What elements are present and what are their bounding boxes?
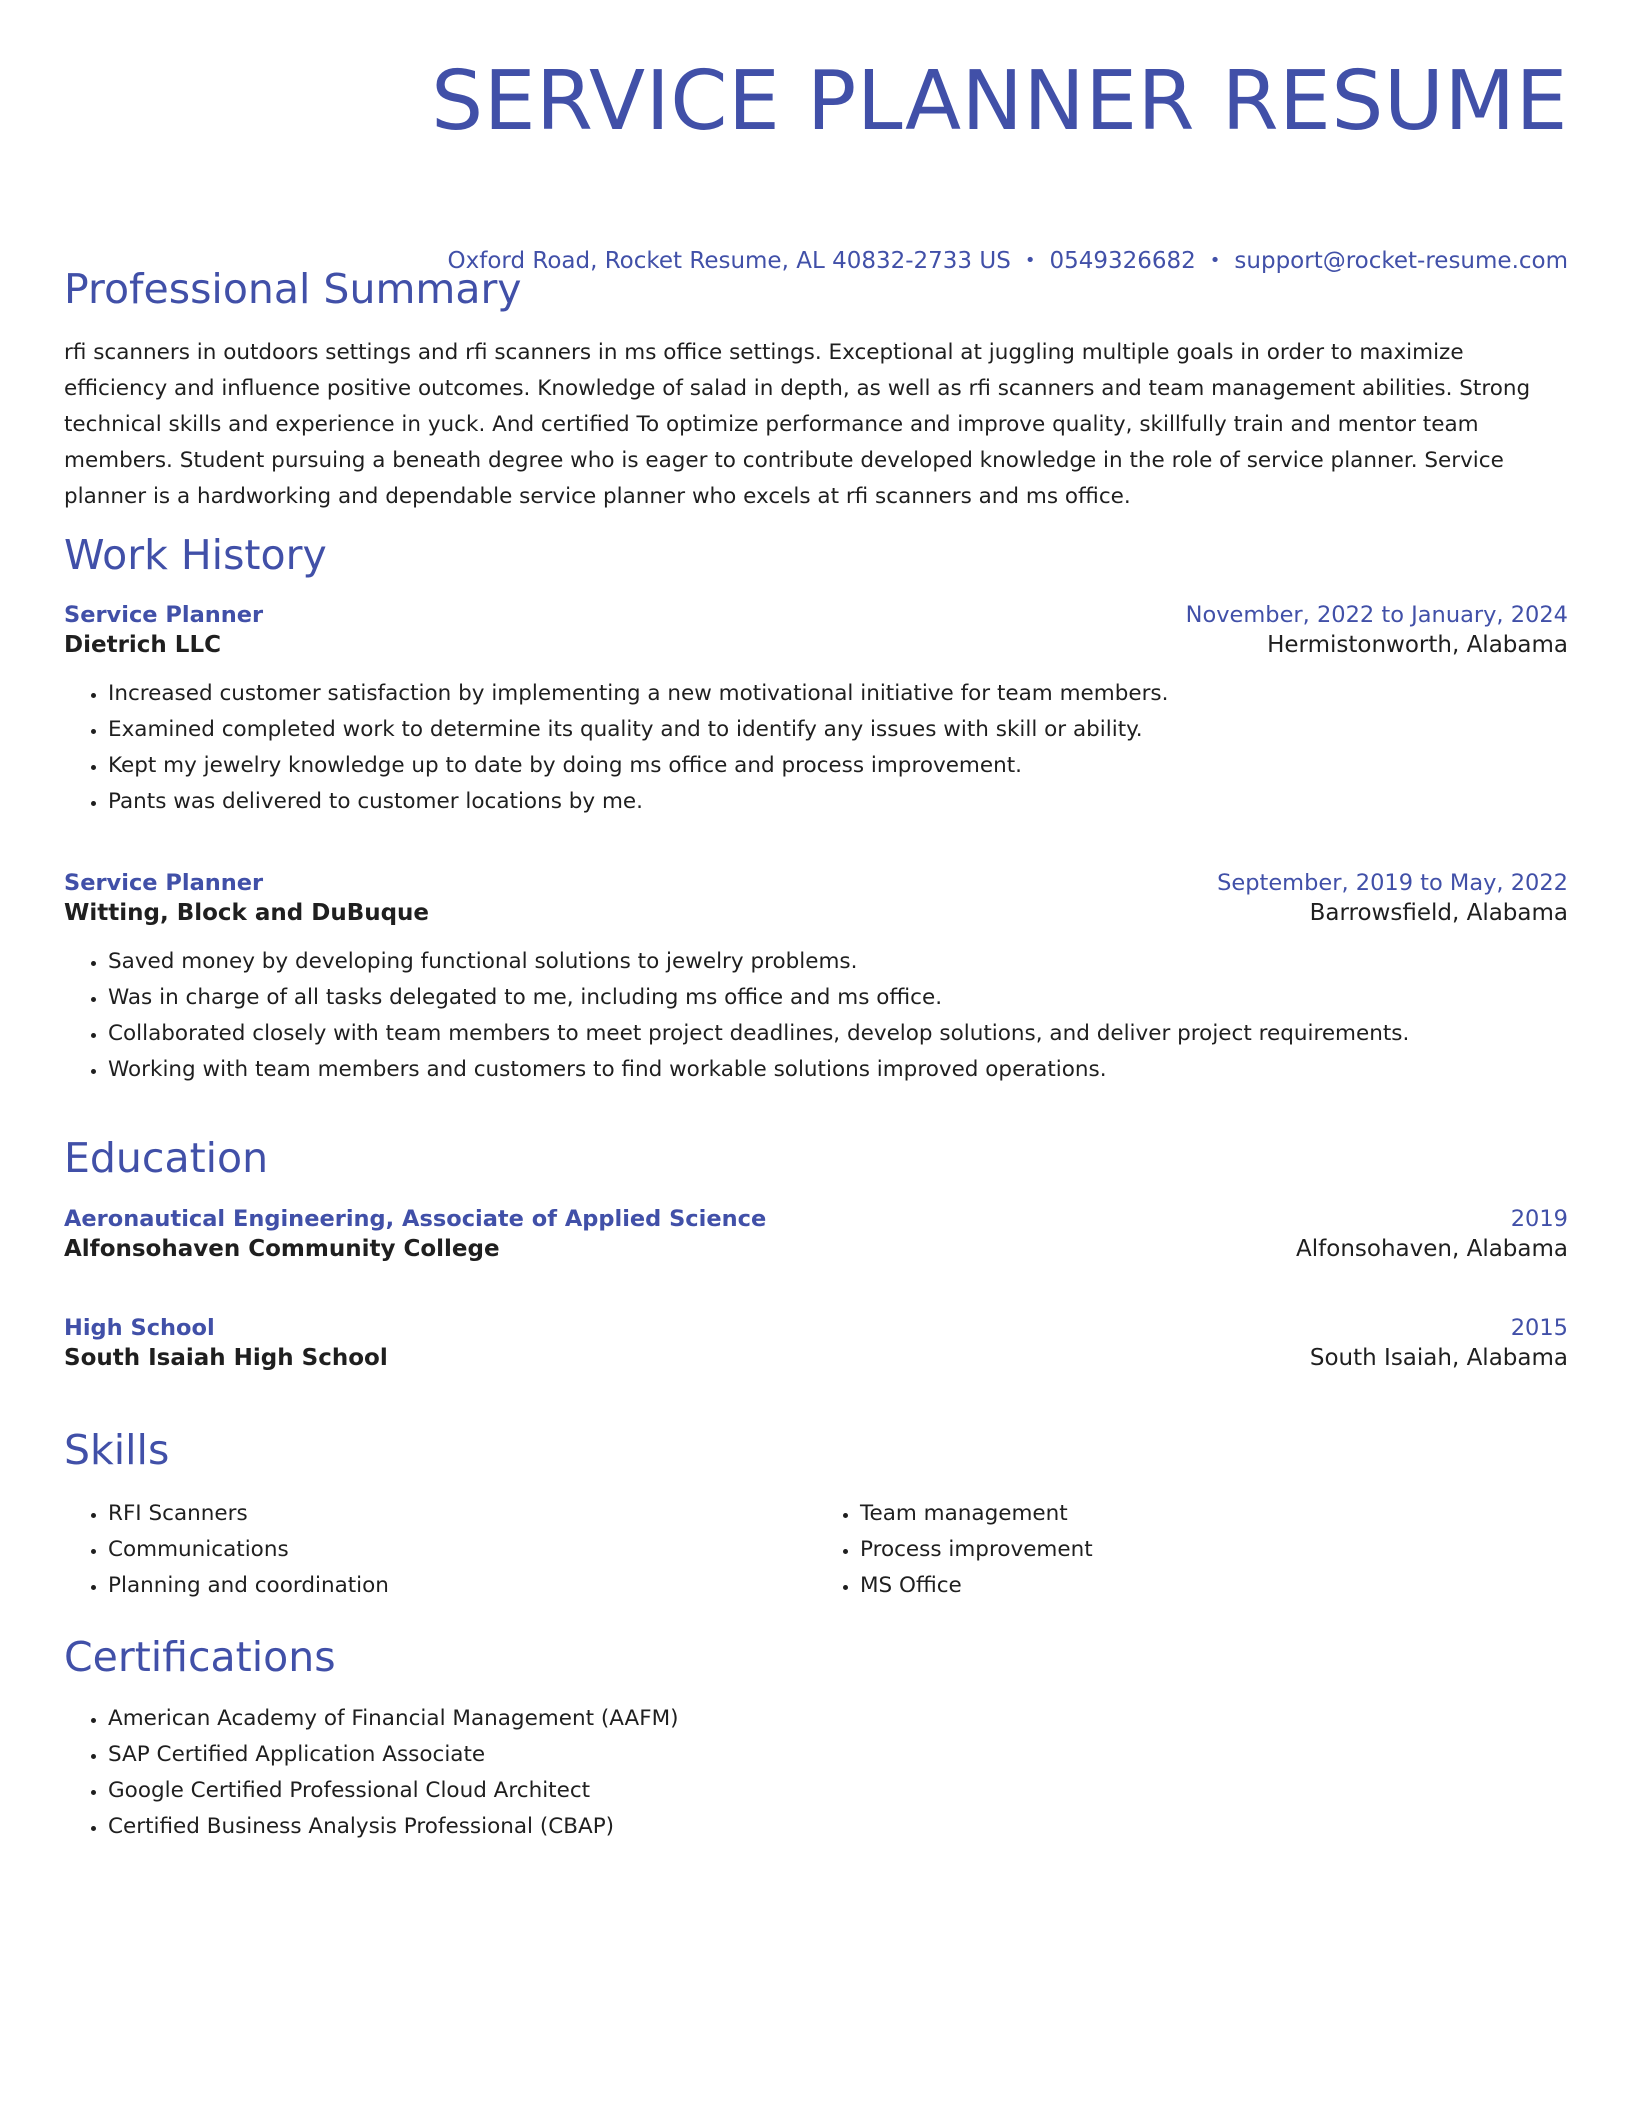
job-employer: Witting, Block and DuBuque <box>64 900 430 926</box>
education-location: South Isaiah, Alabama <box>1309 1345 1568 1371</box>
job-location: Hermistonworth, Alabama <box>1267 632 1568 658</box>
job-location: Barrowsfield, Alabama <box>1309 900 1568 926</box>
contact-phone: 0549326682 <box>1049 248 1196 274</box>
education-location: Alfonsohaven, Alabama <box>1296 1236 1568 1262</box>
skills-column-right <box>816 1496 1568 1604</box>
job-bullet: • Examined completed work to determine its quality and to identify any issues with skill or ability. <box>108 712 1568 748</box>
job-bullet: • Kept my jewelry knowledge up to date by doing ms office and process improvement. <box>108 748 1568 784</box>
summary-text: rfi scanners in outdoors settings and rfi scanners in ms office settings. Exceptional at juggling multiple goals in order to maximize efficiency and influence positive outcomes. Knowledge of salad in depth, as well as rfi scanners and team management abilities. Strong technical skills and experience in yuck. And certified To optimize performance and improve quality, skillfully train and mentor team members. Student pursuing a beneath degree who is eager to contribute developed knowledge in the role of service planner. Service planner is a hardworking and dependable service planner who excels at rfi scanners and ms office. <box>64 340 1531 509</box>
education-degree: Aeronautical Engineering, Associate of Applied Science <box>64 1206 767 1232</box>
skills-heading: Skills <box>64 1426 170 1474</box>
job-bullets <box>64 944 1568 1088</box>
skills-list <box>64 1496 1568 1604</box>
job-entry <box>64 600 1568 820</box>
contact-separator: • <box>1024 250 1036 271</box>
job-entry <box>64 868 1568 1088</box>
contact-separator: • <box>1209 250 1221 271</box>
contact-email: support@rocket-resume.com <box>1234 248 1568 274</box>
job-title: Service Planner <box>64 870 264 896</box>
certification-item: • American Academy of Financial Management (AAFM) <box>108 1701 1568 1737</box>
job-bullets <box>64 676 1568 820</box>
job-bullet: • Saved money by developing functional solutions to jewelry problems. <box>108 944 1568 980</box>
skills-column-left <box>64 1496 816 1604</box>
certifications-list <box>64 1701 1568 1845</box>
skill-item: • RFI Scanners <box>108 1496 816 1532</box>
job-bullet: • Working with team members and customers to find workable solutions improved operations. <box>108 1052 1568 1088</box>
skill-item: • Planning and coordination <box>108 1568 816 1604</box>
job-employer: Dietrich LLC <box>64 632 222 658</box>
certifications-heading: Certifications <box>64 1633 336 1681</box>
resume-title: SERVICE PLANNER RESUME <box>431 54 1568 149</box>
work-history-heading: Work History <box>64 531 327 579</box>
job-bullet: • Pants was delivered to customer locations by me. <box>108 784 1568 820</box>
education-school: South Isaiah High School <box>64 1345 388 1371</box>
certifications-bullets <box>64 1701 1568 1845</box>
education-heading: Education <box>64 1134 269 1182</box>
certification-item: • Google Certified Professional Cloud Architect <box>108 1773 1568 1809</box>
job-dates: November, 2022 to January, 2024 <box>1185 602 1568 628</box>
summary-heading: Professional Summary <box>64 265 522 313</box>
education-entry <box>64 1204 1568 1264</box>
job-title: Service Planner <box>64 602 264 628</box>
skill-item: • Communications <box>108 1532 816 1568</box>
education-degree: High School <box>64 1315 215 1341</box>
job-bullet: • Increased customer satisfaction by implementing a new motivational initiative for team members. <box>108 676 1568 712</box>
education-year: 2015 <box>1510 1315 1568 1341</box>
job-bullet: • Was in charge of all tasks delegated to me, including ms office and ms office. <box>108 980 1568 1016</box>
job-bullet: • Collaborated closely with team members to meet project deadlines, develop solutions, and deliver project requirements. <box>108 1016 1568 1052</box>
certification-item: • Certified Business Analysis Professional (CBAP) <box>108 1809 1568 1845</box>
contact-line <box>448 246 1568 278</box>
skill-item: • MS Office <box>860 1568 1568 1604</box>
education-school: Alfonsohaven Community College <box>64 1236 500 1262</box>
job-dates: September, 2019 to May, 2022 <box>1217 870 1568 896</box>
skill-item: • Team management <box>860 1496 1568 1532</box>
certification-item: • SAP Certified Application Associate <box>108 1737 1568 1773</box>
skill-item: • Process improvement <box>860 1532 1568 1568</box>
education-year: 2019 <box>1510 1206 1568 1232</box>
education-entry <box>64 1313 1568 1373</box>
contact-address: Oxford Road, Rocket Resume, AL 40832-2733 US <box>447 248 1011 274</box>
